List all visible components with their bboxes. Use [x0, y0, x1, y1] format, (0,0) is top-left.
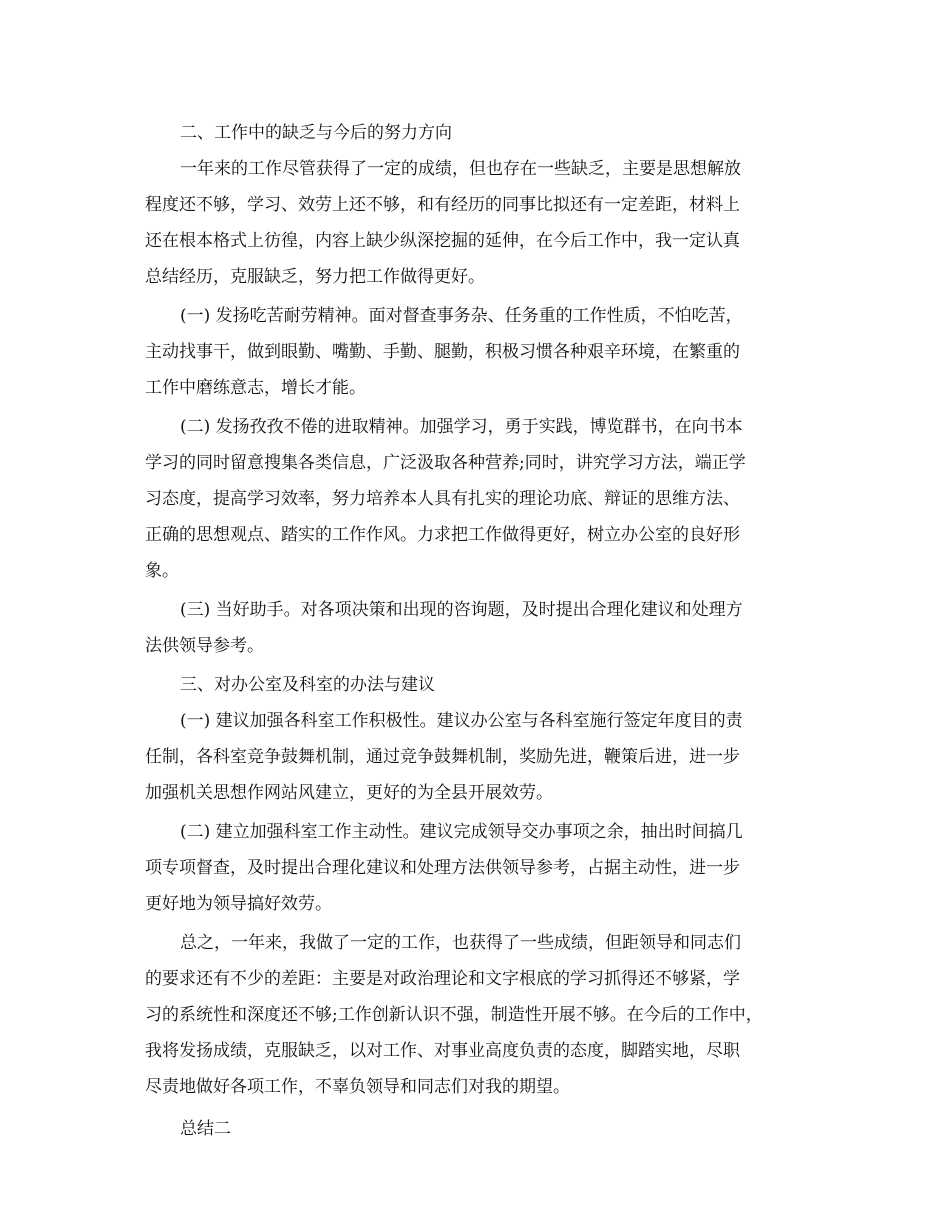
paragraph-line: 一年来的工作尽管获得了一定的成绩，但也存在一些缺乏，主要是思想解放	[180, 159, 741, 179]
paragraph-line: (二) 建立加强科室工作主动性。建议完成领导交办事项之余，抽出时间搞几	[180, 822, 743, 842]
paragraph-line: 还在根本格式上彷徨，内容上缺少纵深挖掘的延伸，在今后工作中，我一定认真	[145, 231, 740, 251]
paragraph-line: 加强机关思想作网站风建立，更好的为全县开展效劳。	[145, 783, 553, 803]
section-heading-shortcomings: 二、工作中的缺乏与今后的努力方向	[180, 123, 452, 143]
paragraph-line: 习的系统性和深度还不够;工作创新认识不强，制造性开展不够。在今后的工作中，	[145, 1005, 763, 1025]
paragraph-line: 习态度，提高学习效率，努力培养本人具有扎实的理论功底、辩证的思维方法、	[145, 489, 740, 509]
section-heading-suggestions: 三、对办公室及科室的办法与建议	[180, 675, 435, 695]
paragraph-line: 学习的同时留意搜集各类信息，广泛汲取各种营养;同时，讲究学习方法，端正学	[145, 453, 746, 473]
paragraph-line: 法供领导参考。	[145, 636, 264, 656]
paragraph-line: 更好地为领导搞好效劳。	[145, 894, 332, 914]
paragraph-line: (二) 发扬孜孜不倦的进取精神。加强学习，勇于实践，博览群书，在向书本	[180, 417, 743, 437]
paragraph-line: (一) 建议加强各科室工作积极性。建议办公室与各科室施行签定年度目的责	[180, 711, 743, 731]
paragraph-line: 工作中磨练意志，增长才能。	[145, 378, 366, 398]
paragraph-line: 我将发扬成绩，克服缺乏，以对工作、对事业高度负责的态度，脚踏实地，尽职	[145, 1041, 740, 1061]
section-heading-summary-two: 总结二	[180, 1119, 231, 1139]
paragraph-line: 的要求还有不少的差距：主要是对政治理论和文字根底的学习抓得还不够紧，学	[145, 969, 740, 989]
paragraph-line: (三) 当好助手。对各项决策和出现的咨询题，及时提出合理化建议和处理方	[180, 600, 743, 620]
paragraph-line: 项专项督查，及时提出合理化建议和处理方法供领导参考，占据主动性，进一步	[145, 858, 740, 878]
paragraph-line: (一) 发扬吃苦耐劳精神。面对督查事务杂、任务重的工作性质，不怕吃苦，	[180, 306, 743, 326]
paragraph-line: 正确的思想观点、踏实的工作作风。力求把工作做得更好，树立办公室的良好形	[145, 525, 740, 545]
paragraph-line: 任制，各科室竞争鼓舞机制，通过竞争鼓舞机制，奖励先进，鞭策后进，进一步	[145, 747, 740, 767]
paragraph-line: 主动找事干，做到眼勤、嘴勤、手勤、腿勤，积极习惯各种艰辛环境，在繁重的	[145, 342, 740, 362]
paragraph-line: 象。	[145, 561, 179, 581]
paragraph-line: 总结经历，克服缺乏，努力把工作做得更好。	[145, 267, 485, 287]
paragraph-line: 程度还不够，学习、效劳上还不够，和有经历的同事比拟还有一定差距，材料上	[145, 195, 740, 215]
paragraph-line: 尽责地做好各项工作，不辜负领导和同志们对我的期望。	[145, 1077, 570, 1097]
paragraph-line: 总之，一年来，我做了一定的工作，也获得了一些成绩，但距领导和同志们	[180, 933, 741, 953]
